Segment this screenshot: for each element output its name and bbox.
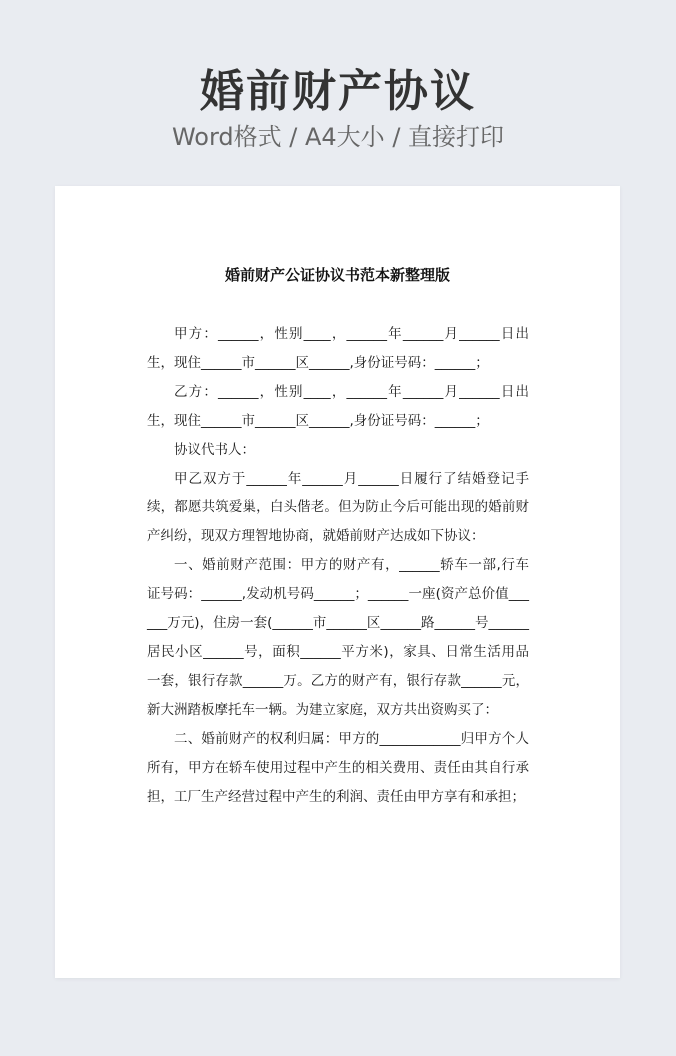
preamble-paragraph: 甲乙双方于______年______月______日履行了结婚登记手续，都愿共筑爱巢，白头偕老。但为防止今后可能出现的婚前财产纠纷，现双方理智地协商，就婚前财产达成如下协议： xyxy=(147,470,529,545)
document-body xyxy=(147,320,529,811)
banner-title: 婚前财产协议 xyxy=(200,66,476,117)
party-a-paragraph: 甲方：______，性别____，______年______月______日出生，现住______市______区______,身份证号码：______； xyxy=(147,326,529,371)
party-b-paragraph: 乙方：______，性别____，______年______月______日出生，现住______市______区______,身份证号码：______； xyxy=(147,383,529,429)
clause-2-paragraph: 二、婚前财产的权利归属：甲方的____________归甲方个人所有，甲方在轿车使用过程中产生的相关费用、责任由其自行承担，工厂生产经营过程中产生的利润、责任由甲方享有和承担； xyxy=(147,730,529,805)
document-page xyxy=(55,186,620,978)
document-title: 婚前财产公证协议书范本新整理版 xyxy=(224,266,450,284)
banner-subtitle: Word格式 / A4大小 / 直接打印 xyxy=(171,123,505,151)
drafter-paragraph: 协议代书人： xyxy=(174,441,255,458)
clause-1-paragraph: 一、婚前财产范围：甲方的财产有，______轿车一部,行车证号码：______,发动机号码______；______一座(资产总价值______万元)，住房一套(______市______区______路______号______居民小区______号，面积______平方米)，家具、日常生活用品一套，银行存款______万。乙方的财产有，银行存款______元，新大洲踏板摩托车一辆。为建立家庭，双方共出资购买了： xyxy=(147,557,529,718)
